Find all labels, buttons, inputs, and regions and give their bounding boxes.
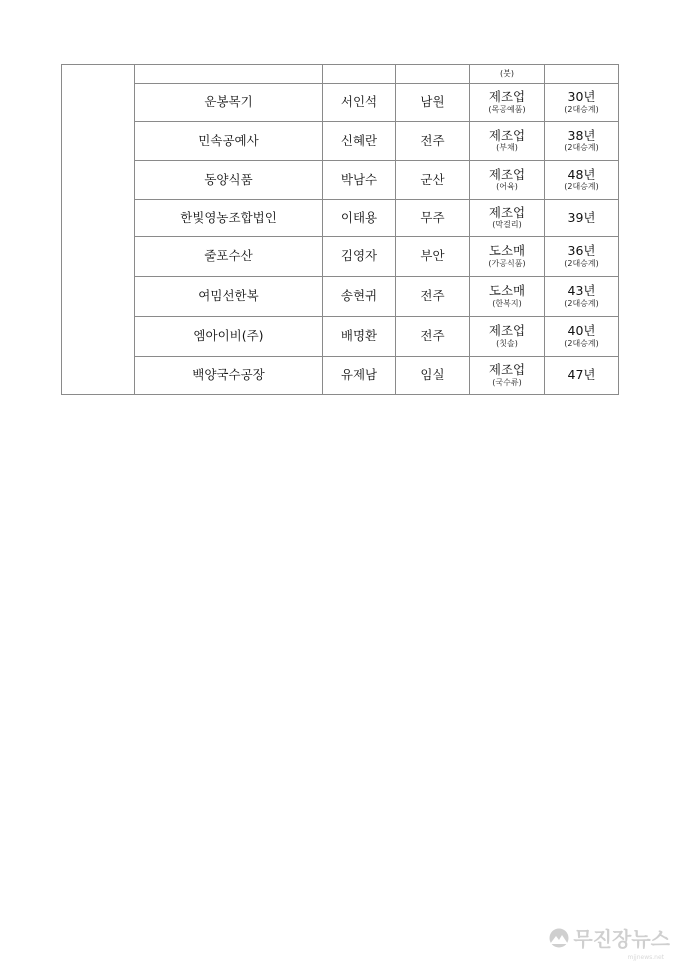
company-cell <box>135 65 323 84</box>
years-label: 43년 <box>567 283 596 299</box>
owner-cell: 송현귀 <box>323 277 396 317</box>
years-cell: 39년 <box>545 200 619 237</box>
region-cell: 전주 <box>396 317 470 357</box>
owner-cell <box>323 65 396 84</box>
years-note: (2대승계) <box>564 298 599 308</box>
company-cell: 엠아이비(주) <box>135 317 323 357</box>
owner-cell: 서인석 <box>323 84 396 122</box>
type-detail: (어육) <box>496 182 518 192</box>
region-cell: 무주 <box>396 200 470 237</box>
years-label: 40년 <box>567 323 596 339</box>
type-detail: (가공식품) <box>488 258 526 268</box>
table-row <box>62 357 619 395</box>
region-cell: 전주 <box>396 277 470 317</box>
type-detail: (국수류) <box>492 377 522 387</box>
mountain-logo-icon <box>548 928 570 948</box>
owner-cell: 신혜란 <box>323 122 396 161</box>
type-label: 제조업 <box>488 166 526 182</box>
years-cell <box>545 161 619 200</box>
region-cell: 임실 <box>396 357 470 395</box>
business-table <box>61 64 619 395</box>
type-label: 제조업 <box>488 323 526 339</box>
type-detail: (한복지) <box>492 298 522 308</box>
years-note: (2대승계) <box>564 104 599 114</box>
type-label: 제조업 <box>488 127 526 143</box>
years-cell <box>545 237 619 277</box>
company-cell: 민속공예사 <box>135 122 323 161</box>
company-cell: 동양식품 <box>135 161 323 200</box>
type-label: 제조업 <box>488 204 526 220</box>
company-cell: 백양국수공장 <box>135 357 323 395</box>
region-cell: 전주 <box>396 122 470 161</box>
owner-cell: 이태용 <box>323 200 396 237</box>
years-note: (2대승계) <box>564 182 599 192</box>
type-cell <box>470 277 545 317</box>
owner-cell: 박남수 <box>323 161 396 200</box>
table-row <box>62 237 619 277</box>
region-cell <box>396 65 470 84</box>
company-cell: 운봉목기 <box>135 84 323 122</box>
type-cell <box>470 161 545 200</box>
years-label: 38년 <box>567 127 596 143</box>
table-row <box>62 122 619 161</box>
region-cell: 부안 <box>396 237 470 277</box>
type-cell <box>470 237 545 277</box>
type-detail: (부채) <box>496 143 518 153</box>
years-cell <box>545 317 619 357</box>
years-cell: 47년 <box>545 357 619 395</box>
watermark-text: 무진장뉴스 <box>573 927 670 951</box>
type-cell <box>470 200 545 237</box>
company-cell: 줄포수산 <box>135 237 323 277</box>
owner-cell: 유제남 <box>323 357 396 395</box>
years-label: 36년 <box>567 243 596 259</box>
years-cell <box>545 122 619 161</box>
table-row <box>62 200 619 237</box>
table-row <box>62 161 619 200</box>
years-note: (2대승계) <box>564 258 599 268</box>
type-detail: (막걸리) <box>492 220 522 230</box>
company-cell: 여밈선한복 <box>135 277 323 317</box>
type-cell <box>470 357 545 395</box>
years-label: 30년 <box>567 89 596 105</box>
type-cell <box>470 84 545 122</box>
years-cell <box>545 84 619 122</box>
group-cell <box>62 65 135 395</box>
type-label: 제조업 <box>488 362 526 378</box>
region-cell: 군산 <box>396 161 470 200</box>
type-cell <box>470 317 545 357</box>
table-row-top <box>62 65 619 84</box>
watermark-url: mjjnews.net <box>627 954 664 961</box>
type-label: 제조업 <box>488 89 526 105</box>
type-detail: (붓) <box>500 68 514 78</box>
type-detail: (칫솔) <box>496 338 518 348</box>
years-note: (2대승계) <box>564 143 599 153</box>
watermark <box>548 923 670 961</box>
years-label: 48년 <box>567 166 596 182</box>
years-cell <box>545 277 619 317</box>
type-label: 도소매 <box>488 243 526 259</box>
table-row <box>62 317 619 357</box>
region-cell: 남원 <box>396 84 470 122</box>
company-cell: 한빛영농조합법인 <box>135 200 323 237</box>
table-row <box>62 84 619 122</box>
years-note: (2대승계) <box>564 338 599 348</box>
type-cell <box>470 122 545 161</box>
owner-cell: 배명환 <box>323 317 396 357</box>
owner-cell: 김영자 <box>323 237 396 277</box>
type-cell <box>470 65 545 84</box>
table-row <box>62 277 619 317</box>
type-label: 도소매 <box>488 283 526 299</box>
type-detail: (목공예품) <box>488 104 526 114</box>
years-cell <box>545 65 619 84</box>
